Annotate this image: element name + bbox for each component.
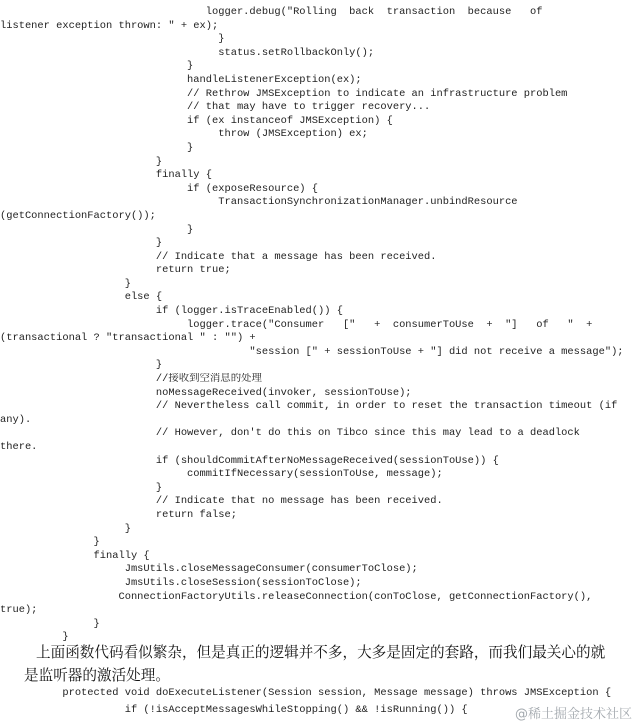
code-line: }	[0, 155, 163, 168]
code-line: logger.trace("Consumer [" + consumerToUse + "] of " +	[0, 318, 593, 331]
code-line: JmsUtils.closeSession(sessionToClose);	[0, 576, 362, 589]
code-line: }	[0, 60, 194, 73]
code-line: }	[0, 481, 163, 494]
code-line: protected void doExecuteListener(Session session, Message message) throws JMSException {	[0, 687, 612, 699]
watermark-text: @稀土掘金技术社区	[514, 707, 632, 722]
code-line: finally {	[0, 549, 150, 562]
code-line: return false;	[0, 508, 237, 521]
code-line: }	[0, 237, 163, 250]
code-line: if (ex instanceof JMSException) {	[0, 114, 393, 127]
code-line: TransactionSynchronizationManager.unbindResource	[0, 196, 518, 209]
code-line: // Nevertheless call commit, in order to reset the transaction timeout (if	[0, 400, 618, 413]
code-line: }	[0, 33, 225, 46]
code-line: handleListenerException(ex);	[0, 73, 362, 86]
paragraph-line-2: 是监听器的激活处理。	[24, 667, 170, 684]
code-line: }	[0, 522, 131, 535]
code-line: return true;	[0, 264, 231, 277]
code-line: logger.debug("Rolling back transaction because of	[0, 6, 543, 18]
code-line: listener exception thrown: " + ex);	[0, 19, 219, 32]
code-line: }	[0, 631, 69, 644]
code-line: // Indicate that a message has been received.	[0, 250, 437, 263]
code-line: else {	[0, 291, 163, 304]
body-paragraph	[0, 641, 640, 687]
code-line: if (shouldCommitAfterNoMessageReceived(sessionToUse)) {	[0, 454, 499, 467]
code-line: }	[0, 536, 100, 549]
code-line: (transactional ? "transactional " : "") +	[0, 332, 256, 345]
code-line: throw (JMSException) ex;	[0, 128, 368, 141]
code-line: "session [" + sessionToUse + "] did not receive a message");	[0, 345, 624, 358]
code-line: ConnectionFactoryUtils.releaseConnection(conToClose, getConnectionFactory(),	[0, 590, 593, 603]
code-line: finally {	[0, 169, 213, 182]
code-line: (getConnectionFactory());	[0, 209, 156, 222]
code-line: }	[0, 359, 163, 372]
watermark	[515, 703, 632, 722]
code-line: // Rethrow JMSException to indicate an infrastructure problem	[0, 87, 568, 100]
code-line: }	[0, 617, 100, 630]
code-block	[0, 6, 640, 645]
code-line: any).	[0, 413, 32, 426]
code-line: if (logger.isTraceEnabled()) {	[0, 305, 343, 318]
paragraph-line-1: 上面函数代码看似繁杂，但是真正的逻辑并不多，大多是固定的套路，而我们最关心的就	[36, 644, 606, 661]
code-line: // that may have to trigger recovery...	[0, 101, 431, 114]
code-line: if (exposeResource) {	[0, 182, 319, 195]
code-line: }	[0, 277, 131, 290]
code-line: commitIfNecessary(sessionToUse, message);	[0, 468, 443, 481]
code-line: true);	[0, 604, 38, 617]
code-line: }	[0, 141, 194, 154]
code-line: }	[0, 223, 194, 236]
code-line: if (!isAcceptMessagesWhileStopping() && !isRunning()) {	[0, 704, 468, 716]
code-line: there.	[0, 441, 38, 453]
code-line: JmsUtils.closeMessageConsumer(consumerToClose);	[0, 563, 418, 576]
code-line: status.setRollbackOnly();	[0, 46, 375, 59]
code-line: // However, don't do this on Tibco since this may lead to a deadlock	[0, 427, 580, 440]
code-line: noMessageReceived(invoker, sessionToUse);	[0, 386, 412, 399]
code-line: //接收到空消息的处理	[0, 373, 262, 386]
code-line: // Indicate that no message has been received.	[0, 495, 443, 508]
